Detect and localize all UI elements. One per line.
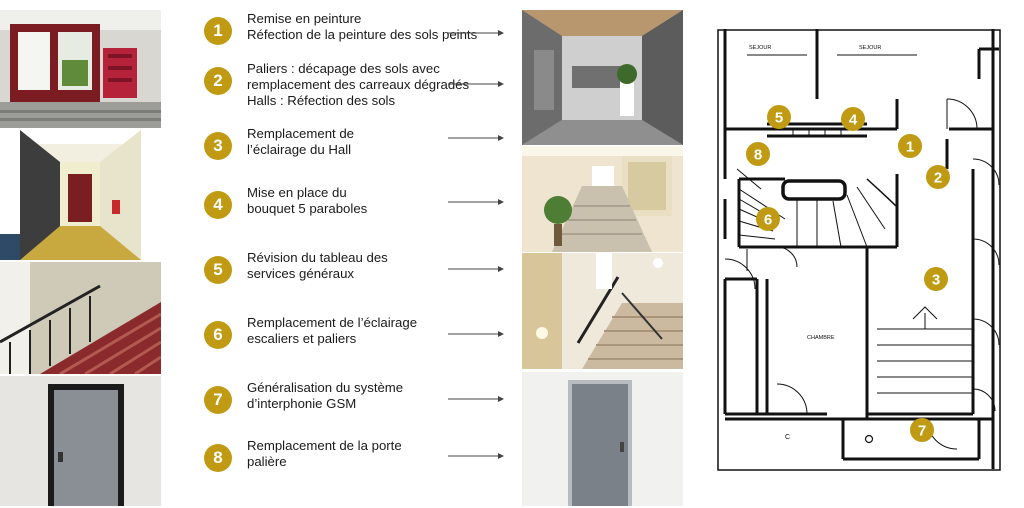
item-line: Généralisation du système	[247, 380, 404, 395]
room-label-sejour-right: SEJOUR	[859, 45, 882, 51]
plan-marker	[898, 134, 922, 158]
item-line: remplacement des carreaux dégradés	[247, 77, 470, 92]
item-line: Remplacement de l’éclairage	[247, 315, 418, 330]
item-line: Révision du tableau des	[247, 250, 388, 265]
item-line: l’éclairage du Hall	[247, 142, 352, 157]
svg-text:4: 4	[848, 111, 858, 129]
plan-marker	[841, 107, 865, 131]
number-badge: 2	[204, 67, 232, 95]
plan-marker	[767, 105, 791, 129]
number-badge: 7	[204, 386, 232, 414]
number-badge: 8	[204, 444, 232, 472]
item-line: Remplacement de la porte	[247, 438, 402, 453]
item-line: palière	[247, 454, 287, 469]
item-line: Paliers : décapage des sols avec	[247, 61, 440, 76]
photo-door-after	[522, 372, 683, 506]
svg-text:8: 8	[753, 146, 763, 164]
plan-marker	[924, 267, 948, 291]
svg-text:5: 5	[774, 109, 784, 127]
photo-door-before	[0, 376, 161, 506]
arrow-right-icon	[448, 28, 504, 38]
number-badge: 3	[204, 132, 232, 160]
arrow-right-icon	[448, 394, 504, 404]
item-line: Réfection de la peinture des sols peints	[247, 27, 478, 42]
arrow-right-icon	[448, 264, 504, 274]
room-label-chambre: CHAMBRE	[807, 335, 835, 341]
number-badge: 4	[204, 191, 232, 219]
number-badge: 5	[204, 256, 232, 284]
item-line: bouquet 5 paraboles	[247, 201, 368, 216]
svg-text:7: 7	[917, 422, 927, 440]
item-line: Mise en place du	[247, 185, 347, 200]
photo-stairs-before	[0, 262, 161, 374]
plan-marker	[746, 142, 770, 166]
number-badge: 6	[204, 321, 232, 349]
floor-plan	[717, 29, 1001, 471]
plan-marker	[756, 207, 780, 231]
room-label-sejour-left: SEJOUR	[749, 45, 772, 51]
photo-stairs-after	[522, 253, 683, 369]
svg-text:6: 6	[763, 211, 773, 229]
svg-text:1: 1	[905, 138, 915, 156]
room-label-c: C	[785, 434, 791, 441]
item-line: escaliers et paliers	[247, 331, 357, 346]
photo-hall-entrance-after	[522, 10, 683, 145]
arrow-right-icon	[448, 79, 504, 89]
arrow-right-icon	[448, 197, 504, 207]
item-line: Remise en peinture	[247, 11, 362, 26]
plan-marker	[910, 418, 934, 442]
plan-marker	[926, 165, 950, 189]
photo-hall-entrance-before	[0, 10, 161, 128]
item-line: Remplacement de	[247, 126, 355, 141]
item-line: d’interphonie GSM	[247, 396, 357, 411]
svg-text:2: 2	[933, 169, 943, 187]
item-line: services généraux	[247, 266, 355, 281]
svg-text:3: 3	[931, 271, 941, 289]
arrow-right-icon	[448, 133, 504, 143]
photo-corridor-after	[522, 146, 683, 252]
item-line: Halls : Réfection des sols	[247, 93, 396, 108]
arrow-right-icon	[448, 451, 504, 461]
number-badge: 1	[204, 17, 232, 45]
photo-corridor-before	[0, 130, 161, 260]
arrow-right-icon	[448, 329, 504, 339]
